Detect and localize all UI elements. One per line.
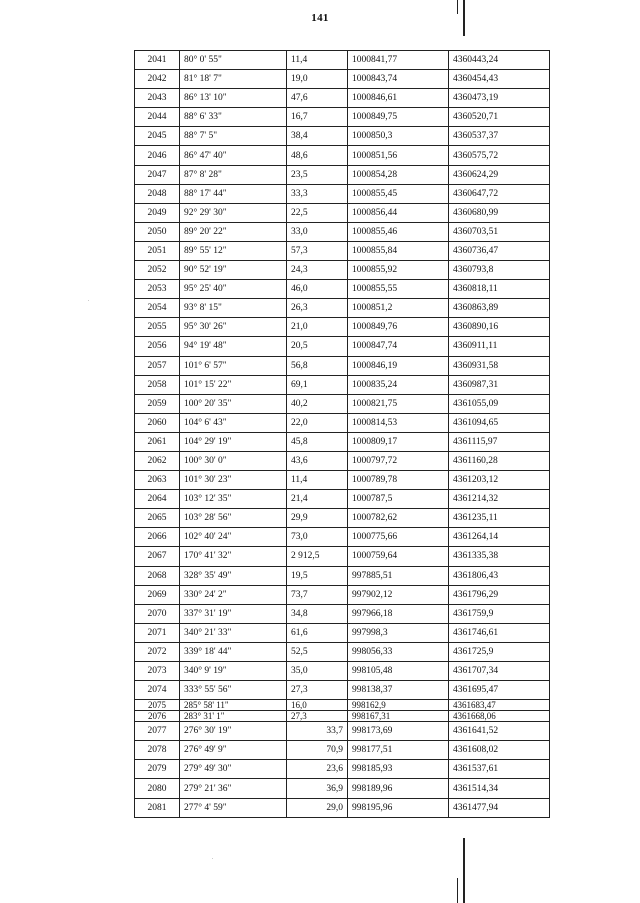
table-row	[135, 394, 550, 413]
table-row	[135, 146, 550, 165]
x-coordinate-cell: 1000856,44	[348, 203, 449, 222]
point-cell: 2080	[135, 779, 180, 798]
distance-cell: 21,0	[287, 318, 348, 337]
y-coordinate-cell: 4361094,65	[449, 413, 550, 432]
y-coordinate-cell: 4361608,02	[449, 741, 550, 760]
y-coordinate-cell: 4360520,71	[449, 108, 550, 127]
point-cell: 2074	[135, 681, 180, 700]
x-coordinate-cell: 998177,51	[348, 741, 449, 760]
x-coordinate-cell: 997998,3	[348, 623, 449, 642]
table-row	[135, 375, 550, 394]
x-coordinate-cell: 1000846,61	[348, 89, 449, 108]
angle-cell: 88° 17' 44"	[180, 184, 287, 203]
point-cell: 2081	[135, 798, 180, 817]
x-coordinate-cell: 997966,18	[348, 604, 449, 623]
angle-cell: 277° 4' 59"	[180, 798, 287, 817]
table-row	[135, 741, 550, 760]
table-row	[135, 662, 550, 681]
x-coordinate-cell: 998185,93	[348, 760, 449, 779]
point-cell: 2073	[135, 662, 180, 681]
point-cell: 2047	[135, 165, 180, 184]
point-cell: 2053	[135, 280, 180, 299]
angle-cell: 102° 40' 24"	[180, 528, 287, 547]
distance-cell: 38,4	[287, 127, 348, 146]
angle-cell: 279° 21' 36"	[180, 779, 287, 798]
angle-cell: 86° 47' 40"	[180, 146, 287, 165]
table-row	[135, 222, 550, 241]
y-coordinate-cell: 4360818,11	[449, 280, 550, 299]
angle-cell: 104° 29' 19"	[180, 432, 287, 451]
point-cell: 2055	[135, 318, 180, 337]
point-cell: 2072	[135, 642, 180, 661]
table-row	[135, 165, 550, 184]
table-row	[135, 184, 550, 203]
distance-cell: 61,6	[287, 623, 348, 642]
table-row	[135, 89, 550, 108]
x-coordinate-cell: 998162,9	[348, 700, 449, 711]
y-coordinate-cell: 4360911,11	[449, 337, 550, 356]
distance-cell: 43,6	[287, 451, 348, 470]
table-row	[135, 432, 550, 451]
table-row	[135, 623, 550, 642]
distance-cell: 2 912,5	[287, 547, 348, 566]
y-coordinate-cell: 4361537,61	[449, 760, 550, 779]
x-coordinate-cell: 1000855,84	[348, 241, 449, 260]
distance-cell: 48,6	[287, 146, 348, 165]
coordinates-table	[134, 50, 550, 818]
table-row	[135, 722, 550, 741]
table-row	[135, 127, 550, 146]
x-coordinate-cell: 1000850,3	[348, 127, 449, 146]
y-coordinate-cell: 4361641,52	[449, 722, 550, 741]
angle-cell: 88° 7' 5"	[180, 127, 287, 146]
x-coordinate-cell: 1000855,55	[348, 280, 449, 299]
y-coordinate-cell: 4360647,72	[449, 184, 550, 203]
distance-cell: 69,1	[287, 375, 348, 394]
y-coordinate-cell: 4360443,24	[449, 51, 550, 70]
y-coordinate-cell: 4361335,38	[449, 547, 550, 566]
angle-cell: 337° 31' 19"	[180, 604, 287, 623]
angle-cell: 87° 8' 28"	[180, 165, 287, 184]
angle-cell: 283° 31' 1"	[180, 711, 287, 722]
angle-cell: 104° 6' 43"	[180, 413, 287, 432]
distance-cell: 16,0	[287, 700, 348, 711]
angle-cell: 80° 0' 55"	[180, 51, 287, 70]
y-coordinate-cell: 4360931,58	[449, 356, 550, 375]
point-cell: 2077	[135, 722, 180, 741]
point-cell: 2078	[135, 741, 180, 760]
distance-cell: 29,9	[287, 509, 348, 528]
point-cell: 2079	[135, 760, 180, 779]
point-cell: 2075	[135, 700, 180, 711]
table-row	[135, 528, 550, 547]
x-coordinate-cell: 998167,31	[348, 711, 449, 722]
point-cell: 2046	[135, 146, 180, 165]
point-cell: 2043	[135, 89, 180, 108]
table-row	[135, 241, 550, 260]
distance-cell: 34,8	[287, 604, 348, 623]
point-cell: 2063	[135, 471, 180, 490]
y-coordinate-cell: 4361796,29	[449, 585, 550, 604]
x-coordinate-cell: 1000797,72	[348, 451, 449, 470]
point-cell: 2056	[135, 337, 180, 356]
table-row	[135, 490, 550, 509]
y-coordinate-cell: 4361725,9	[449, 642, 550, 661]
table-row	[135, 413, 550, 432]
point-cell: 2069	[135, 585, 180, 604]
point-cell: 2041	[135, 51, 180, 70]
x-coordinate-cell: 1000849,76	[348, 318, 449, 337]
table-row	[135, 642, 550, 661]
x-coordinate-cell: 1000775,66	[348, 528, 449, 547]
distance-cell: 27,3	[287, 681, 348, 700]
x-coordinate-cell: 1000787,5	[348, 490, 449, 509]
x-coordinate-cell: 997885,51	[348, 566, 449, 585]
y-coordinate-cell: 4360736,47	[449, 241, 550, 260]
x-coordinate-cell: 1000855,45	[348, 184, 449, 203]
x-coordinate-cell: 1000849,75	[348, 108, 449, 127]
y-coordinate-cell: 4360575,72	[449, 146, 550, 165]
distance-cell: 22,5	[287, 203, 348, 222]
y-coordinate-cell: 4361695,47	[449, 681, 550, 700]
angle-cell: 340° 21' 33"	[180, 623, 287, 642]
table-row	[135, 108, 550, 127]
x-coordinate-cell: 998056,33	[348, 642, 449, 661]
x-coordinate-cell: 998195,96	[348, 798, 449, 817]
angle-cell: 89° 20' 22"	[180, 222, 287, 241]
table-row	[135, 681, 550, 700]
table-row	[135, 356, 550, 375]
x-coordinate-cell: 1000851,56	[348, 146, 449, 165]
point-cell: 2060	[135, 413, 180, 432]
distance-cell: 70,9	[287, 741, 348, 760]
y-coordinate-cell: 4361115,97	[449, 432, 550, 451]
x-coordinate-cell: 1000809,17	[348, 432, 449, 451]
distance-cell: 26,3	[287, 299, 348, 318]
page-number: 141	[311, 12, 329, 24]
x-coordinate-cell: 998189,96	[348, 779, 449, 798]
x-coordinate-cell: 1000847,74	[348, 337, 449, 356]
point-cell: 2064	[135, 490, 180, 509]
x-coordinate-cell: 998173,69	[348, 722, 449, 741]
distance-cell: 46,0	[287, 280, 348, 299]
angle-cell: 92° 29' 30"	[180, 203, 287, 222]
y-coordinate-cell: 4360454,43	[449, 70, 550, 89]
point-cell: 2070	[135, 604, 180, 623]
distance-cell: 11,4	[287, 51, 348, 70]
table-row	[135, 51, 550, 70]
angle-cell: 279° 49' 30"	[180, 760, 287, 779]
angle-cell: 103° 28' 56"	[180, 509, 287, 528]
angle-cell: 276° 49' 9"	[180, 741, 287, 760]
x-coordinate-cell: 1000821,75	[348, 394, 449, 413]
distance-cell: 22,0	[287, 413, 348, 432]
distance-cell: 27,3	[287, 711, 348, 722]
distance-cell: 33,3	[287, 184, 348, 203]
x-coordinate-cell: 997902,12	[348, 585, 449, 604]
point-cell: 2068	[135, 566, 180, 585]
y-coordinate-cell: 4360987,31	[449, 375, 550, 394]
point-cell: 2048	[135, 184, 180, 203]
angle-cell: 100° 20' 35"	[180, 394, 287, 413]
table-row	[135, 566, 550, 585]
y-coordinate-cell: 4361477,94	[449, 798, 550, 817]
distance-cell: 20,5	[287, 337, 348, 356]
x-coordinate-cell: 1000846,19	[348, 356, 449, 375]
angle-cell: 330° 24' 2"	[180, 585, 287, 604]
binding-mark-bottom	[463, 838, 465, 903]
y-coordinate-cell: 4361055,09	[449, 394, 550, 413]
angle-cell: 95° 25' 40"	[180, 280, 287, 299]
distance-cell: 33,0	[287, 222, 348, 241]
point-cell: 2058	[135, 375, 180, 394]
angle-cell: 88° 6' 33"	[180, 108, 287, 127]
y-coordinate-cell: 4360624,29	[449, 165, 550, 184]
point-cell: 2057	[135, 356, 180, 375]
y-coordinate-cell: 4360890,16	[449, 318, 550, 337]
angle-cell: 328° 35' 49"	[180, 566, 287, 585]
scan-speck	[88, 300, 89, 301]
angle-cell: 100° 30' 0"	[180, 451, 287, 470]
table-row	[135, 604, 550, 623]
x-coordinate-cell: 1000814,53	[348, 413, 449, 432]
point-cell: 2076	[135, 711, 180, 722]
distance-cell: 47,6	[287, 89, 348, 108]
distance-cell: 29,0	[287, 798, 348, 817]
y-coordinate-cell: 4361514,34	[449, 779, 550, 798]
point-cell: 2050	[135, 222, 180, 241]
table-row	[135, 261, 550, 280]
point-cell: 2059	[135, 394, 180, 413]
table-row	[135, 711, 550, 722]
point-cell: 2045	[135, 127, 180, 146]
binding-mark-top-thin	[457, 0, 458, 14]
y-coordinate-cell: 4361707,34	[449, 662, 550, 681]
point-cell: 2042	[135, 70, 180, 89]
table-row	[135, 798, 550, 817]
y-coordinate-cell: 4361806,43	[449, 566, 550, 585]
y-coordinate-cell: 4361746,61	[449, 623, 550, 642]
distance-cell: 19,0	[287, 70, 348, 89]
scan-speck	[212, 858, 213, 859]
point-cell: 2062	[135, 451, 180, 470]
point-cell: 2049	[135, 203, 180, 222]
distance-cell: 57,3	[287, 241, 348, 260]
point-cell: 2067	[135, 547, 180, 566]
angle-cell: 101° 30' 23"	[180, 471, 287, 490]
angle-cell: 101° 6' 57"	[180, 356, 287, 375]
table-row	[135, 547, 550, 566]
x-coordinate-cell: 1000855,92	[348, 261, 449, 280]
table-row	[135, 509, 550, 528]
x-coordinate-cell: 1000759,64	[348, 547, 449, 566]
distance-cell: 21,4	[287, 490, 348, 509]
x-coordinate-cell: 1000854,28	[348, 165, 449, 184]
x-coordinate-cell: 1000789,78	[348, 471, 449, 490]
angle-cell: 93° 8' 15"	[180, 299, 287, 318]
point-cell: 2051	[135, 241, 180, 260]
point-cell: 2066	[135, 528, 180, 547]
distance-cell: 23,6	[287, 760, 348, 779]
y-coordinate-cell: 4360473,19	[449, 89, 550, 108]
table-row	[135, 299, 550, 318]
distance-cell: 36,9	[287, 779, 348, 798]
coordinates-table-body	[135, 51, 550, 818]
table-row	[135, 70, 550, 89]
x-coordinate-cell: 1000843,74	[348, 70, 449, 89]
table-row	[135, 318, 550, 337]
angle-cell: 89° 55' 12"	[180, 241, 287, 260]
y-coordinate-cell: 4361214,32	[449, 490, 550, 509]
angle-cell: 95° 30' 26"	[180, 318, 287, 337]
x-coordinate-cell: 1000835,24	[348, 375, 449, 394]
distance-cell: 40,2	[287, 394, 348, 413]
angle-cell: 81° 18' 7"	[180, 70, 287, 89]
point-cell: 2044	[135, 108, 180, 127]
angle-cell: 90° 52' 19"	[180, 261, 287, 280]
distance-cell: 35,0	[287, 662, 348, 681]
y-coordinate-cell: 4360537,37	[449, 127, 550, 146]
table-row	[135, 203, 550, 222]
angle-cell: 339° 18' 44"	[180, 642, 287, 661]
y-coordinate-cell: 4361759,9	[449, 604, 550, 623]
table-row	[135, 471, 550, 490]
point-cell: 2065	[135, 509, 180, 528]
x-coordinate-cell: 998105,48	[348, 662, 449, 681]
angle-cell: 103° 12' 35"	[180, 490, 287, 509]
table-row	[135, 451, 550, 470]
y-coordinate-cell: 4361264,14	[449, 528, 550, 547]
angle-cell: 276° 30' 19"	[180, 722, 287, 741]
point-cell: 2054	[135, 299, 180, 318]
angle-cell: 170° 41' 32"	[180, 547, 287, 566]
y-coordinate-cell: 4360863,89	[449, 299, 550, 318]
table-row	[135, 280, 550, 299]
x-coordinate-cell: 1000782,62	[348, 509, 449, 528]
distance-cell: 73,7	[287, 585, 348, 604]
distance-cell: 33,7	[287, 722, 348, 741]
distance-cell: 19,5	[287, 566, 348, 585]
y-coordinate-cell: 4361683,47	[449, 700, 550, 711]
table-row	[135, 337, 550, 356]
x-coordinate-cell: 1000841,77	[348, 51, 449, 70]
angle-cell: 340° 9' 19"	[180, 662, 287, 681]
angle-cell: 333° 55' 56"	[180, 681, 287, 700]
y-coordinate-cell: 4361668,06	[449, 711, 550, 722]
distance-cell: 45,8	[287, 432, 348, 451]
x-coordinate-cell: 1000851,2	[348, 299, 449, 318]
angle-cell: 94° 19' 48"	[180, 337, 287, 356]
y-coordinate-cell: 4360793,8	[449, 261, 550, 280]
angle-cell: 86° 13' 10"	[180, 89, 287, 108]
angle-cell: 285° 58' 11"	[180, 700, 287, 711]
distance-cell: 24,3	[287, 261, 348, 280]
y-coordinate-cell: 4361160,28	[449, 451, 550, 470]
x-coordinate-cell: 998138,37	[348, 681, 449, 700]
binding-mark-bottom-thin	[457, 878, 458, 903]
table-row	[135, 700, 550, 711]
angle-cell: 101° 15' 22"	[180, 375, 287, 394]
table-row	[135, 779, 550, 798]
y-coordinate-cell: 4361203,12	[449, 471, 550, 490]
binding-mark-top	[463, 0, 465, 36]
y-coordinate-cell: 4360680,99	[449, 203, 550, 222]
distance-cell: 56,8	[287, 356, 348, 375]
table-row	[135, 760, 550, 779]
x-coordinate-cell: 1000855,46	[348, 222, 449, 241]
distance-cell: 73,0	[287, 528, 348, 547]
y-coordinate-cell: 4361235,11	[449, 509, 550, 528]
point-cell: 2061	[135, 432, 180, 451]
point-cell: 2071	[135, 623, 180, 642]
y-coordinate-cell: 4360703,51	[449, 222, 550, 241]
distance-cell: 11,4	[287, 471, 348, 490]
table-row	[135, 585, 550, 604]
point-cell: 2052	[135, 261, 180, 280]
distance-cell: 52,5	[287, 642, 348, 661]
distance-cell: 16,7	[287, 108, 348, 127]
distance-cell: 23,5	[287, 165, 348, 184]
